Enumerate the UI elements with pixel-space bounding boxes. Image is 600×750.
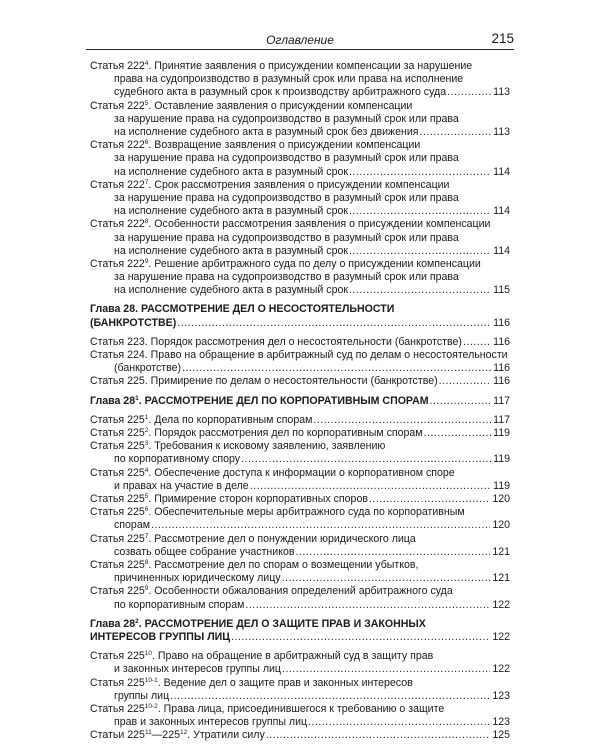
entry-title: . Утратили силу xyxy=(187,729,265,742)
entry-line-text: права на судопроизводство в разумный срок или права на исполнение xyxy=(114,73,464,86)
entry-line xyxy=(90,703,510,716)
entry-line-text: за нарушение права на судопроизводство в разумный срок или права xyxy=(114,112,459,125)
entry-page: 119 xyxy=(493,479,510,492)
entry-last-text xyxy=(114,599,244,612)
dot-leader xyxy=(349,205,491,218)
entry-superscript: 2 xyxy=(135,617,139,625)
dot-leader xyxy=(151,519,490,532)
entry-last-text xyxy=(114,166,348,179)
entry-page: 120 xyxy=(492,519,510,532)
entry-last-line xyxy=(90,205,510,218)
entry-title: группы лиц xyxy=(114,689,170,702)
entry-superscript: 2 xyxy=(144,427,149,435)
entry-page: 122 xyxy=(492,598,510,611)
entry-line xyxy=(90,100,510,113)
dot-leader xyxy=(447,86,491,99)
toc-article xyxy=(90,336,510,349)
entry-number: Статья 222 xyxy=(90,139,145,152)
entry-last-line xyxy=(90,453,510,466)
entry-number: Статья 222 xyxy=(90,60,145,72)
table-of-contents xyxy=(90,60,510,743)
entry-line xyxy=(90,139,510,152)
entry-superscript: 9 xyxy=(144,585,149,593)
entry-number: Статья 225 xyxy=(90,702,145,715)
entry-last-line xyxy=(90,126,510,139)
toc-article xyxy=(90,506,510,532)
entry-page: 119 xyxy=(493,453,510,466)
entry-superscript: 8 xyxy=(144,218,149,226)
entry-number: Статья 225 xyxy=(90,375,145,388)
entry-last-text xyxy=(90,427,423,440)
entry-last-text xyxy=(90,493,368,506)
entry-last-line xyxy=(90,546,510,559)
dot-leader xyxy=(241,453,491,466)
entry-title: причиненных юридическому лицу xyxy=(114,572,281,585)
dot-leader xyxy=(245,599,490,612)
toc-article xyxy=(90,179,510,219)
entry-line xyxy=(90,152,510,165)
entry-last-line xyxy=(90,631,510,644)
entry-page: 117 xyxy=(493,413,510,426)
toc-article xyxy=(90,559,510,585)
entry-line xyxy=(90,271,510,284)
entry-title: по корпоративному спору xyxy=(114,453,241,466)
entry-number: Глава 28 xyxy=(90,394,136,407)
entry-superscript: 6 xyxy=(144,139,149,147)
entry-superscript: 4 xyxy=(144,60,149,67)
dot-leader xyxy=(266,729,491,742)
page-number: 215 xyxy=(491,31,514,46)
entry-last-line xyxy=(90,493,510,506)
entry-number: Статьи 225 xyxy=(90,729,145,742)
entry-number: Статья 222 xyxy=(90,257,145,270)
entry-number: Статья 225 xyxy=(90,427,145,440)
entry-last-line xyxy=(90,86,510,99)
entry-number: Статья 222 xyxy=(90,178,145,191)
running-header xyxy=(86,31,514,50)
entry-page: 114 xyxy=(493,244,510,257)
entry-line xyxy=(90,303,510,316)
entry-line-text: . Требования к исковому заявлению, заявлению xyxy=(148,440,386,453)
entry-title: . Дела по корпоративным спорам xyxy=(148,413,313,426)
dot-leader xyxy=(349,166,491,179)
dot-leader xyxy=(439,375,491,388)
entry-number: Статья 222 xyxy=(90,99,145,112)
entry-superscript: 10-1 xyxy=(144,676,158,684)
entry-page: 116 xyxy=(493,375,510,388)
entry-line-text: . Права лица, присоединившегося к требованию о защите xyxy=(157,702,445,715)
entry-last-text xyxy=(114,519,150,532)
entry-title: на исполнение судебного акта в разумный срок xyxy=(114,284,348,297)
entry-superscript: 12 xyxy=(179,729,188,737)
entry-last-line xyxy=(90,362,510,375)
entry-page: 116 xyxy=(493,362,510,375)
entry-last-line xyxy=(90,395,510,408)
toc-article xyxy=(90,467,510,493)
entry-title: . Порядок рассмотрения дел по корпоративным спорам xyxy=(148,427,423,440)
dot-leader xyxy=(349,284,491,297)
entry-page: 125 xyxy=(492,729,510,742)
entry-line-text: за нарушение права на судопроизводство в разумный срок или права xyxy=(114,152,459,165)
entry-number: Глава 28 xyxy=(90,303,136,316)
entry-last-text xyxy=(90,395,429,408)
dot-leader xyxy=(313,414,491,427)
entry-line xyxy=(90,60,510,73)
entry-line-text: . Рассмотрение дел о понуждении юридического лица xyxy=(148,532,416,545)
entry-page: 114 xyxy=(493,205,510,218)
entry-page: 122 xyxy=(492,631,510,643)
entry-number: Глава 28 xyxy=(90,617,136,630)
entry-page: 119 xyxy=(493,427,510,440)
running-header-title: Оглавление xyxy=(266,33,334,47)
entry-number: Статья 225 xyxy=(90,559,145,572)
entry-title: . Примирение по делам о несостоятельности (банкротстве) xyxy=(144,375,438,388)
entry-number: Статья 225 xyxy=(90,413,145,426)
entry-line xyxy=(90,73,510,86)
entry-title: прав и законных интересов группы лиц xyxy=(114,716,308,729)
entry-last-text xyxy=(114,453,240,466)
entry-last-line xyxy=(90,572,510,585)
entry-line-text: . РАССМОТРЕНИЕ ДЕЛ О НЕСОСТОЯТЕЛЬНОСТИ xyxy=(135,303,395,316)
entry-last-text xyxy=(114,480,249,493)
entry-superscript: 3 xyxy=(144,440,149,448)
entry-title: судебного акта в разумный срок к производству арбитражного суда xyxy=(114,86,447,99)
entry-superscript: 5 xyxy=(144,493,149,501)
entry-line-text: . Особенности обжалования определений арбитражного суда xyxy=(148,585,453,598)
entry-title: (банкротстве) xyxy=(114,362,182,375)
entry-line-text: . Решение арбитражного суда по делу о присуждении компенсации xyxy=(148,257,481,270)
dot-leader xyxy=(463,336,491,349)
dot-leader xyxy=(295,546,490,559)
entry-line xyxy=(90,258,510,271)
entry-last-line xyxy=(90,336,510,349)
entry-title: по корпоративным спорам xyxy=(114,598,245,611)
entry-last-line xyxy=(90,166,510,179)
entry-last-text xyxy=(90,729,265,742)
entry-page: 117 xyxy=(493,394,510,407)
entry-last-line xyxy=(90,480,510,493)
entry-line xyxy=(90,618,510,631)
entry-last-text xyxy=(114,126,419,139)
entry-page: 123 xyxy=(492,716,510,729)
entry-line xyxy=(90,559,510,572)
entry-last-line xyxy=(90,284,510,297)
entry-last-text xyxy=(114,572,281,585)
entry-line-text: . РАССМОТРЕНИЕ ДЕЛ О ЗАЩИТЕ ПРАВ И ЗАКОННЫХ xyxy=(138,617,426,630)
entry-superscript: 9 xyxy=(144,257,149,265)
toc-article xyxy=(90,60,510,100)
dot-leader xyxy=(250,480,491,493)
entry-title: ИНТЕРЕСОВ ГРУППЫ ЛИЦ xyxy=(90,631,231,643)
entry-title: на исполнение судебного акта в разумный срок xyxy=(114,165,348,178)
dot-leader xyxy=(308,716,490,729)
entry-page: 120 xyxy=(492,493,510,506)
dot-leader xyxy=(170,690,490,703)
entry-line-text: за нарушение права на судопроизводство в разумный срок или права xyxy=(114,271,459,284)
entry-title: на исполнение судебного акта в разумный срок без движения xyxy=(114,125,419,138)
entry-line-text: . Особенности рассмотрения заявления о присуждении компенсации xyxy=(148,218,491,231)
entry-superscript: 10-2 xyxy=(144,702,158,710)
entry-line xyxy=(90,349,510,362)
entry-last-text xyxy=(90,631,230,644)
entry-line-text: . Обеспечение доступа к информации о корпоративном споре xyxy=(148,466,455,479)
dot-leader xyxy=(177,317,491,330)
toc-article xyxy=(90,440,510,466)
toc-article xyxy=(90,218,510,258)
entry-line-text: . Оставление заявления о присуждении компенсации xyxy=(148,99,413,112)
dot-leader xyxy=(430,395,492,408)
entry-line xyxy=(90,506,510,519)
entry-superscript: 5 xyxy=(144,99,149,107)
entry-line-text: . Ведение дел о защите прав и законных интересов xyxy=(157,676,413,689)
toc-article xyxy=(90,493,510,506)
entry-page: 122 xyxy=(492,663,510,676)
entry-line xyxy=(90,232,510,245)
entry-superscript: 7 xyxy=(144,532,149,540)
entry-number: Статья 225 xyxy=(90,650,145,663)
entry-line-text: . Право на обращение в арбитражный суд в защиту прав xyxy=(152,650,434,663)
entry-last-line xyxy=(90,690,510,703)
entry-number: Статья 225 xyxy=(90,506,145,519)
entry-last-line xyxy=(90,245,510,258)
entry-superscript: 8 xyxy=(144,559,149,567)
dot-leader xyxy=(369,493,490,506)
entry-number: Статья 225 xyxy=(90,585,145,598)
toc-article xyxy=(90,100,510,140)
dot-leader xyxy=(282,663,490,676)
entry-last-line xyxy=(90,375,510,388)
entry-number-range: —225 xyxy=(151,729,180,742)
entry-line xyxy=(90,179,510,192)
entry-superscript: 1 xyxy=(144,413,149,421)
toc-article xyxy=(90,703,510,729)
entry-line-text: . Право на обращение в арбитражный суд по делам о несостоятельности xyxy=(144,349,508,362)
entry-last-text xyxy=(114,205,348,218)
entry-number: Статья 225 xyxy=(90,493,145,506)
entry-page: 114 xyxy=(493,165,510,178)
entry-last-line xyxy=(90,599,510,612)
toc-article xyxy=(90,375,510,388)
entry-page: 121 xyxy=(492,572,510,585)
entry-title: . Примирение сторон корпоративных споров xyxy=(148,493,368,506)
entry-superscript: 1 xyxy=(135,394,139,402)
entry-title: созвать общее собрание участников xyxy=(114,545,295,558)
entry-line-text: за нарушение права на судопроизводство в разумный срок или права xyxy=(114,231,459,244)
entry-last-line xyxy=(90,317,510,330)
dot-leader xyxy=(420,126,492,139)
entry-line-text: . Обеспечительные меры арбитражного суда по корпоративным xyxy=(148,506,465,519)
entry-title: на исполнение судебного акта в разумный срок xyxy=(114,205,348,218)
dot-leader xyxy=(182,362,491,375)
entry-line xyxy=(90,467,510,480)
entry-number: Статья 225 xyxy=(90,440,145,453)
entry-line xyxy=(90,585,510,598)
entry-last-text xyxy=(90,317,176,330)
entry-line xyxy=(90,440,510,453)
entry-page: 121 xyxy=(492,545,510,558)
entry-last-line xyxy=(90,716,510,729)
dot-leader xyxy=(349,245,491,258)
toc-article xyxy=(90,427,510,440)
entry-line xyxy=(90,650,510,663)
entry-number: Статья 223 xyxy=(90,335,145,348)
entry-line xyxy=(90,192,510,205)
toc-article xyxy=(90,258,510,298)
entry-last-text xyxy=(114,546,294,559)
entry-line-text: . Возвращение заявления о присуждении компенсации xyxy=(148,139,421,152)
toc-chapter xyxy=(90,618,510,644)
toc-chapter xyxy=(90,395,510,408)
entry-number: Статья 225 xyxy=(90,532,145,545)
entry-title: и законных интересов группы лиц xyxy=(114,663,281,676)
entry-superscript: 6 xyxy=(144,506,149,514)
entry-title: . Порядок рассмотрения дел о несостоятельности (банкротстве) xyxy=(144,335,462,348)
toc-article xyxy=(90,677,510,703)
entry-superscript: 7 xyxy=(144,178,149,186)
toc-article xyxy=(90,139,510,179)
entry-title: . РАССМОТРЕНИЕ ДЕЛ ПО КОРПОРАТИВНЫМ СПОРАМ xyxy=(138,394,429,407)
entry-line xyxy=(90,677,510,690)
toc-article xyxy=(90,414,510,427)
entry-last-text xyxy=(114,362,181,375)
entry-superscript: 11 xyxy=(144,729,152,737)
entry-last-text xyxy=(114,663,281,676)
entry-page: 115 xyxy=(493,284,510,297)
entry-line xyxy=(90,113,510,126)
toc-article xyxy=(90,533,510,559)
entry-number: Статья 225 xyxy=(90,466,145,479)
entry-last-text xyxy=(114,86,446,99)
entry-last-text xyxy=(90,375,438,388)
entry-title: спорам xyxy=(114,519,150,532)
entry-title: и правах на участие в деле xyxy=(114,479,249,492)
entry-line-text: . Срок рассмотрения заявления о присуждении компенсации xyxy=(148,178,450,191)
toc-article xyxy=(90,585,510,611)
entry-line-text: . Рассмотрение дел по спорам о возмещении убытков, xyxy=(148,559,419,572)
toc-article xyxy=(90,650,510,676)
entry-last-text xyxy=(114,716,307,729)
entry-superscript: 4 xyxy=(144,466,149,474)
entry-line-text: за нарушение права на судопроизводство в разумный срок или права xyxy=(114,191,459,204)
dot-leader xyxy=(231,631,490,644)
entry-last-line xyxy=(90,519,510,532)
entry-last-line xyxy=(90,427,510,440)
dot-leader xyxy=(424,427,492,440)
entry-last-line xyxy=(90,729,510,742)
toc-article xyxy=(90,729,510,742)
entry-last-text xyxy=(114,284,348,297)
entry-last-text xyxy=(114,245,348,258)
entry-page: 113 xyxy=(493,125,510,138)
entry-title: на исполнение судебного акта в разумный срок xyxy=(114,244,348,257)
entry-page: 123 xyxy=(492,689,510,702)
entry-line-text: . Принятие заявления о присуждении компенсации за нарушение xyxy=(148,60,473,72)
entry-last-line xyxy=(90,414,510,427)
entry-last-text xyxy=(90,414,312,427)
dot-leader xyxy=(282,572,491,585)
entry-page: 113 xyxy=(493,86,510,99)
toc-article xyxy=(90,349,510,375)
entry-title: (БАНКРОТСТВЕ) xyxy=(90,316,177,329)
entry-number: Статья 225 xyxy=(90,676,145,689)
entry-line xyxy=(90,533,510,546)
entry-page: 116 xyxy=(493,316,510,329)
toc-chapter xyxy=(90,303,510,329)
entry-last-line xyxy=(90,663,510,676)
entry-number: Статья 224 xyxy=(90,349,145,362)
entry-last-text xyxy=(114,690,169,703)
entry-superscript: 10 xyxy=(144,650,153,658)
entry-number: Статья 222 xyxy=(90,218,145,231)
entry-page: 116 xyxy=(493,335,510,348)
entry-last-text xyxy=(90,336,462,349)
entry-line xyxy=(90,218,510,231)
